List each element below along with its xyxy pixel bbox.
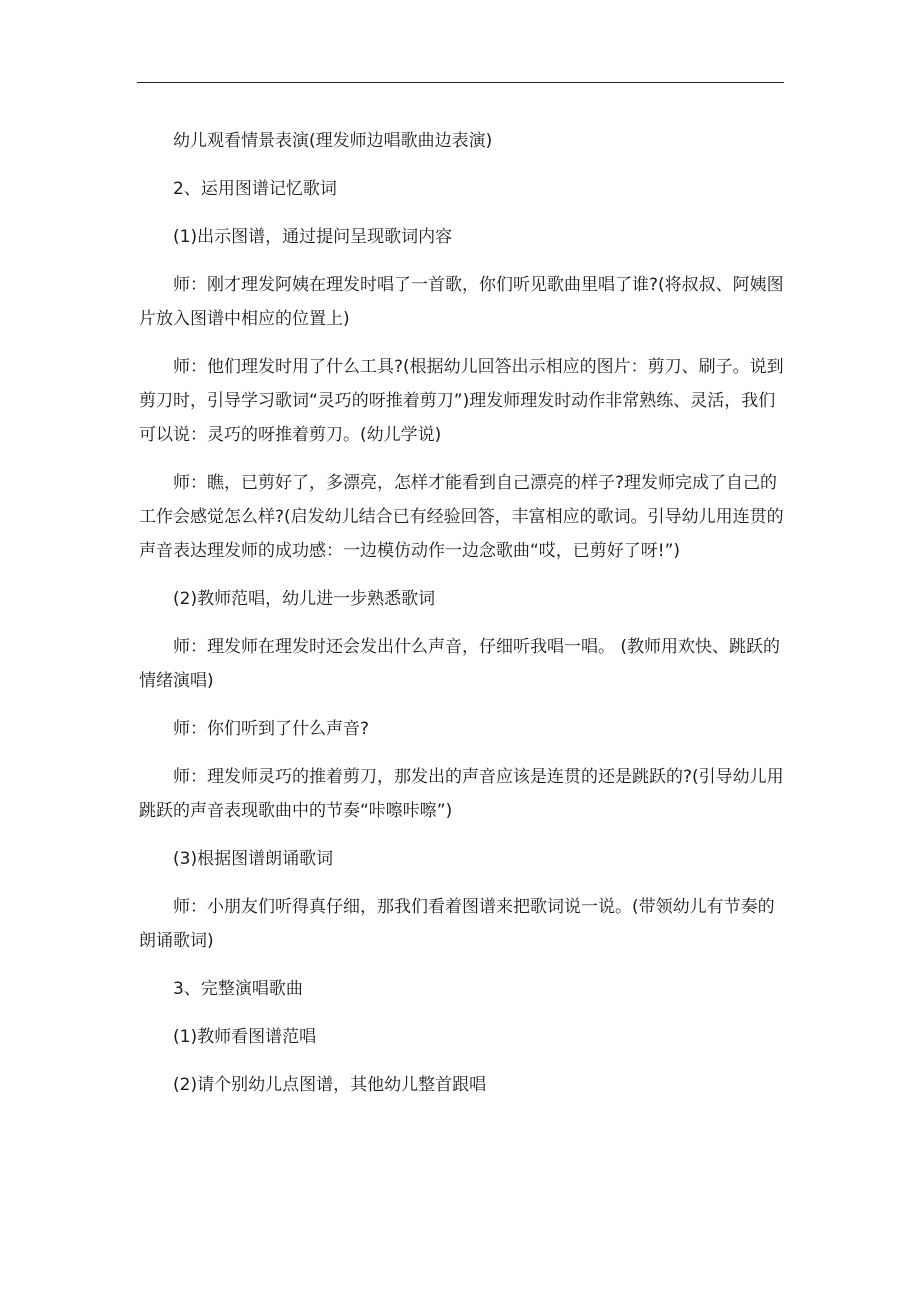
subsection-heading: (1)出示图谱，通过提问呈现歌词内容	[173, 227, 453, 247]
paragraph: 师：小朋友们听得真仔细，那我们看着图谱来把歌词说一说。(带领幼儿有节奏的朗诵歌词)	[139, 897, 775, 951]
paragraph: 师：你们听到了什么声音?	[173, 719, 370, 739]
paragraph: 师：他们理发时用了什么工具?(根据幼儿回答出示相应的图片：剪刀、刷子。说到剪刀时，引导学习歌词“灵巧的呀推着剪刀”)理发师理发时动作非常熟练、灵活，我们可以说：灵巧的呀推着剪刀。(幼儿学说)	[139, 357, 784, 445]
section-heading: 3、完整演唱歌曲	[173, 979, 303, 999]
subsection-heading: (2)教师范唱，幼儿进一步熟悉歌词	[173, 589, 436, 609]
paragraph: 师：瞧，已剪好了，多漂亮，怎样才能看到自己漂亮的样子?理发师完成了自己的工作会感觉怎么样?(启发幼儿结合已有经验回答，丰富相应的歌词。引导幼儿用连贯的声音表达理发师的成功感：一边模仿动作一边念歌曲“哎，已剪好了呀!”)	[139, 473, 784, 561]
paragraph: 幼儿观看情景表演(理发师边唱歌曲边表演)	[173, 131, 493, 151]
section-heading: 2、运用图谱记忆歌词	[173, 179, 337, 199]
subsection-heading: (3)根据图谱朗诵歌词	[173, 849, 334, 869]
document-body	[139, 124, 784, 1102]
subsection-heading: (1)教师看图谱范唱	[173, 1027, 317, 1047]
paragraph: 师：理发师在理发时还会发出什么声音，仔细听我唱一唱。 (教师用欢快、跳跃的情绪演唱)	[139, 637, 781, 691]
paragraph: 师：刚才理发阿姨在理发时唱了一首歌，你们听见歌曲里唱了谁?(将叔叔、阿姨图片放入图谱中相应的位置上)	[139, 275, 784, 329]
paragraph: 师：理发师灵巧的推着剪刀，那发出的声音应该是连贯的还是跳跃的?(引导幼儿用跳跃的声音表现歌曲中的节奏“咔嚓咔嚓”)	[139, 767, 784, 821]
subsection-heading: (2)请个别幼儿点图谱，其他幼儿整首跟唱	[173, 1075, 487, 1095]
header-rule	[137, 82, 784, 83]
